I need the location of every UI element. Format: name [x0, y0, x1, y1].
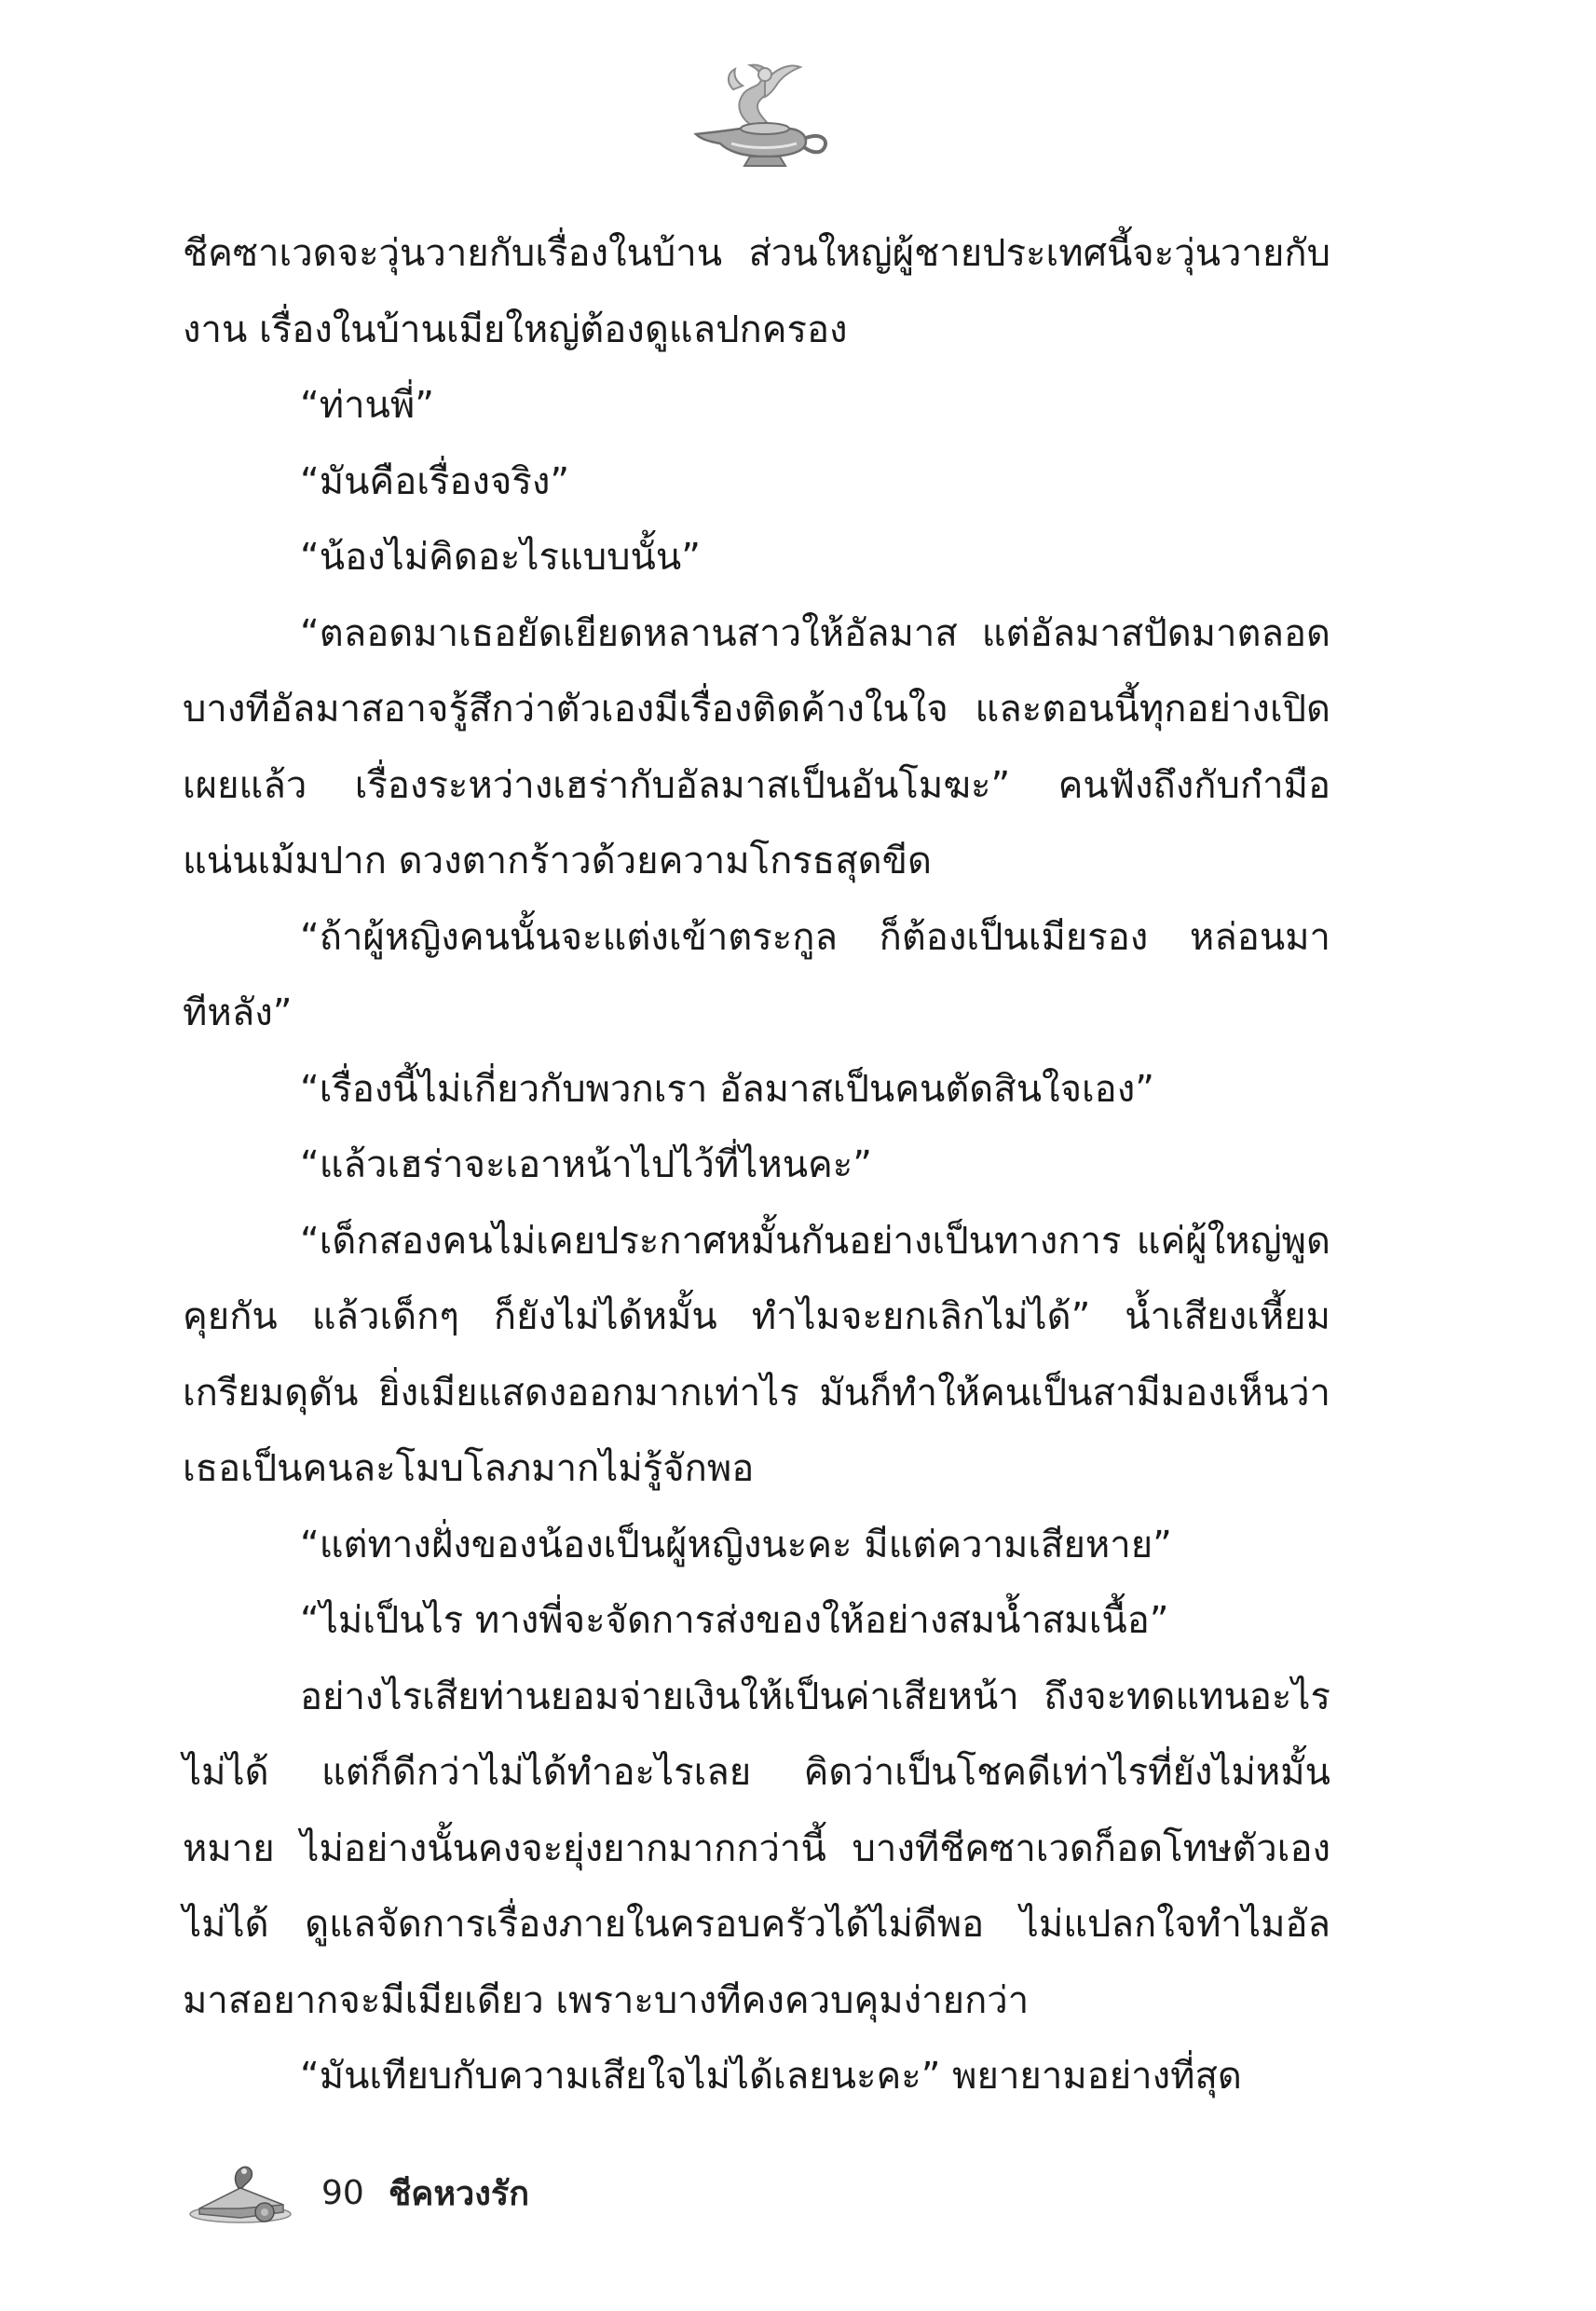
dialog-line: “ท่านพี่” — [300, 384, 434, 427]
paragraph: “เด็กสองคนไม่เคยประกาศหมั้นกันอย่างเป็นทางการ แค่ผู้ใหญ่พูดคุยกัน แล้วเด็กๆ ก็ยังไม่ได้หมั้น ทำไมจะยกเลิกไม่ได้” น้ำเสียงเหี้ยมเกรียมดุดัน ยิ่งเมียแสดงออกมากเท่าไร มันก็ทำให้คนเป็นสามีมองเห็นว่าเธอเป็นคนละโมบโลภมากไม่รู้จักพอ — [183, 1219, 1330, 1490]
page-number: 90 — [321, 2173, 364, 2212]
book-title: ชีคหวงรัก — [388, 2174, 529, 2213]
dialog-line: “มันคือเรื่องจริง” — [300, 459, 570, 503]
cake-slice-icon — [186, 2160, 293, 2225]
paragraph: อย่างไรเสียท่านยอมจ่ายเงินให้เป็นค่าเสียหน้า ถึงจะทดแทนอะไรไม่ได้ แต่ก็ดีกว่าไม่ได้ทำอะไรเลย คิดว่าเป็นโชคดีเท่าไรที่ยังไม่หมั้นหมาย ไม่อย่างนั้นคงจะยุ่งยากมากกว่านี้ บางทีชีคซาเวดก็อดโทษตัวเองไม่ได้ ดูแลจัดการเรื่องภายในครอบครัวได้ไม่ดีพอ ไม่แปลกใจทำไมอัลมาสอยากจะมีเมียเดียว เพราะบางทีคงควบคุมง่ายกว่า — [183, 1675, 1330, 2022]
page-footer — [186, 2160, 529, 2225]
dialog-line: “ไม่เป็นไร ทางพี่จะจัดการส่งของให้อย่างสมน้ำสมเนื้อ” — [300, 1599, 1169, 1642]
page-body-text — [183, 216, 1330, 2115]
dialog-line: “น้องไม่คิดอะไรแบบนั้น” — [300, 536, 701, 579]
dialog-line: “แล้วเฮร่าจะเอาหน้าไปไว้ที่ไหนคะ” — [300, 1143, 873, 1186]
paragraph: “ตลอดมาเธอยัดเยียดหลานสาวให้อัลมาส แต่อัลมาสปัดมาตลอด บางทีอัลมาสอาจรู้สึกว่าตัวเองมีเรื่องติดค้างในใจ และตอนนี้ทุกอย่างเปิดเผยแล้ว เรื่องระหว่างเฮร่ากับอัลมาสเป็นอันโมฆะ” คนฟังถึงกับกำมือแน่นเม้มปาก ดวงตากร้าวด้วยความโกรธสุดขีด — [183, 611, 1330, 882]
dialog-line: “เรื่องนี้ไม่เกี่ยวกับพวกเรา อัลมาสเป็นคนตัดสินใจเอง” — [300, 1067, 1154, 1111]
paragraph: “มันเทียบกับความเสียใจไม่ได้เลยนะคะ” พยายามอย่างที่สุด — [300, 2055, 1242, 2098]
dialog-line: “แต่ทางฝั่งของน้องเป็นผู้หญิงนะคะ มีแต่ความเสียหาย” — [300, 1523, 1172, 1566]
paragraph: ชีคซาเวดจะวุ่นวายกับเรื่องในบ้าน ส่วนใหญ่ผู้ชายประเทศนี้จะวุ่นวายกับงาน เรื่องในบ้านเมียใหญ่ต้องดูแลปกครอง — [183, 232, 1330, 351]
paragraph: “ถ้าผู้หญิงคนนั้นจะแต่งเข้าตระกูล ก็ต้องเป็นเมียรอง หล่อนมาทีหลัง” — [183, 915, 1330, 1034]
magic-lamp-genie-icon — [675, 54, 834, 171]
